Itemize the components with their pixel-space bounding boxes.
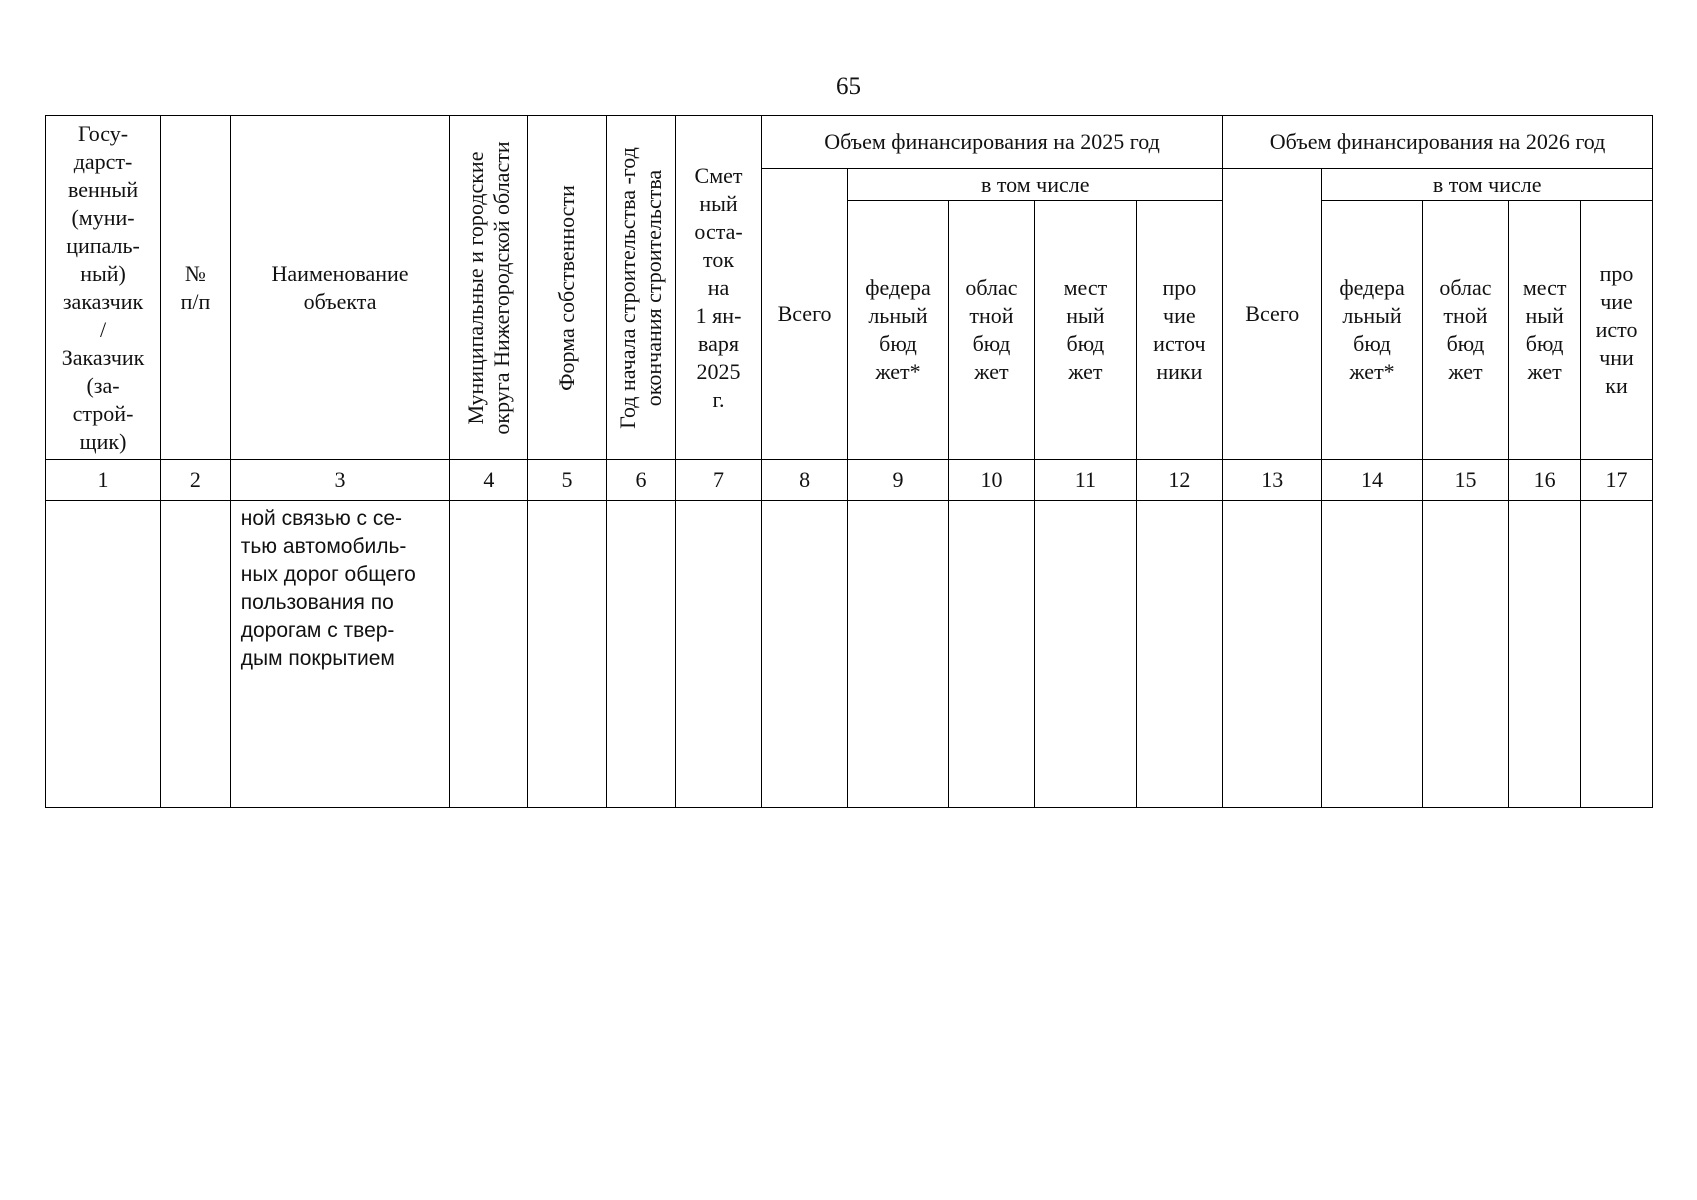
cell-customer (46, 501, 161, 808)
column-number: 8 (761, 460, 848, 501)
column-number: 12 (1136, 460, 1223, 501)
header-local-2026: мест ный бюд жет (1509, 201, 1581, 460)
object-name-line: пользования по (240, 591, 394, 614)
cell-number (161, 501, 231, 808)
header-regional-2025: облас тной бюд жет (948, 201, 1035, 460)
column-number: 3 (230, 460, 450, 501)
column-number: 9 (848, 460, 948, 501)
header-ownership-form: Форма собственности (528, 116, 606, 460)
column-number: 6 (606, 460, 676, 501)
header-regional-2026: облас тной бюд жет (1422, 201, 1509, 460)
column-number: 2 (161, 460, 231, 501)
column-number: 17 (1581, 460, 1653, 501)
column-number: 14 (1322, 460, 1422, 501)
header-customer: Госу- дарст- венный (муни- ципаль- ный) заказчик / Заказчик (за- строй- щик) (46, 116, 161, 460)
header-other-2026: про чие исто чни ки (1581, 201, 1653, 460)
cell-total-2026 (1223, 501, 1322, 808)
column-number: 11 (1035, 460, 1136, 501)
table-row (46, 501, 1653, 808)
column-number-row (46, 460, 1653, 501)
header-financing-2025: Объем финансирования на 2025 год (761, 116, 1222, 169)
column-number: 5 (528, 460, 606, 501)
header-total-2025: Всего (761, 169, 848, 460)
cell-other-2025 (1136, 501, 1223, 808)
object-name-line: тью автомобиль- (240, 535, 407, 558)
header-other-2025: про чие источ ники (1136, 201, 1223, 460)
column-number: 16 (1509, 460, 1581, 501)
header-total-2026: Всего (1223, 169, 1322, 460)
cell-local-2026 (1509, 501, 1581, 808)
cell-local-2025 (1035, 501, 1136, 808)
column-number: 4 (450, 460, 528, 501)
header-municipal-districts: Муниципальные и городские округа Нижегородской области (450, 116, 528, 460)
header-object-name: Наименование объекта (230, 116, 450, 460)
header-federal-2025: федера льный бюд жет* (848, 201, 948, 460)
column-number: 15 (1422, 460, 1509, 501)
header-including-2025: в том числе (848, 169, 1223, 201)
header-federal-2026: федера льный бюд жет* (1322, 201, 1422, 460)
header-estimated-balance: Смет ный оста- ток на 1 ян- варя 2025 г. (676, 116, 762, 460)
header-construction-years: Год начала строительства -год окончания строительства (606, 116, 676, 460)
object-name-line: дорогам с твер- (240, 619, 395, 642)
cell-object-name (230, 501, 450, 808)
cell-federal-2026 (1322, 501, 1422, 808)
cell-regional-2025 (948, 501, 1035, 808)
header-number: № п/п (161, 116, 231, 460)
column-number: 7 (676, 460, 762, 501)
cell-years (606, 501, 676, 808)
financing-table (45, 115, 1653, 808)
page-number: 65 (836, 73, 861, 100)
column-number: 13 (1223, 460, 1322, 501)
cell-balance (676, 501, 762, 808)
column-number: 10 (948, 460, 1035, 501)
object-name-line: дым покрытием (240, 647, 395, 670)
column-number: 1 (46, 460, 161, 501)
cell-other-2026 (1581, 501, 1653, 808)
cell-total-2025 (761, 501, 848, 808)
header-financing-2026: Объем финансирования на 2026 год (1223, 116, 1653, 169)
cell-regional-2026 (1422, 501, 1509, 808)
cell-federal-2025 (848, 501, 948, 808)
object-name-line: ных дорог общего (240, 563, 416, 586)
header-including-2026: в том числе (1322, 169, 1653, 201)
cell-district (450, 501, 528, 808)
object-name-line: ной связью с се- (240, 507, 403, 530)
cell-ownership (528, 501, 606, 808)
header-local-2025: мест ный бюд жет (1035, 201, 1136, 460)
